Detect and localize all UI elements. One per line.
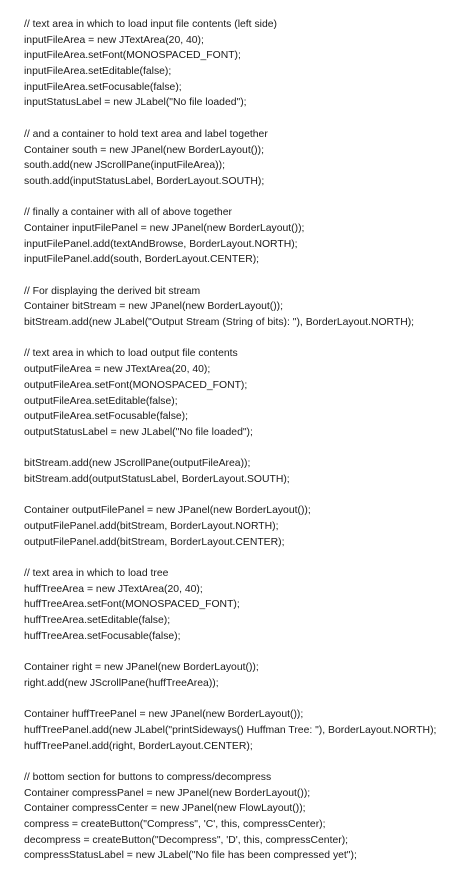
blank-line [24,488,472,504]
code-line: south.add(inputStatusLabel, BorderLayout.SOUTH); [24,175,265,187]
comment-line: // text area in which to load input file contents (left side) [24,19,277,30]
code-line: Container outputFilePanel = new JPanel(new BorderLayout()); [24,505,311,517]
code-line: outputFilePanel.add(bitStream, BorderLayout.CENTER); [24,536,285,548]
blank-line [24,550,472,566]
code-line: huffTreeArea = new JTextArea(20, 40); [24,583,203,595]
code-line: Container compressCenter = new JPanel(new FlowLayout()); [24,803,306,815]
code-line: south.add(new JScrollPane(inputFileArea)); [24,160,225,172]
code-line: bitStream.add(new JScrollPane(outputFileArea)); [24,458,251,470]
code-line: Container huffTreePanel = new JPanel(new BorderLayout()); [24,709,304,721]
blank-line [24,111,472,127]
code-line: huffTreeArea.setEditable(false); [24,615,171,627]
code-line: huffTreeArea.setFont(MONOSPACED_FONT); [24,599,240,611]
blank-line [24,754,472,770]
code-line: decompress = createButton("Decompress", 'D', this, compressCenter); [24,834,349,846]
code-line: inputFilePanel.add(south, BorderLayout.CENTER); [24,254,260,266]
code-line: inputStatusLabel = new JLabel("No file loaded"); [24,97,247,109]
code-line: inputFileArea.setFont(MONOSPACED_FONT); [24,50,241,62]
code-line: Container right = new JPanel(new BorderLayout()); [24,662,259,674]
code-line: Container inputFilePanel = new JPanel(new BorderLayout()); [24,222,305,234]
code-line: compressStatusLabel = new JLabel("No file has been compressed yet"); [24,850,357,862]
code-line: bitStream.add(outputStatusLabel, BorderLayout.SOUTH); [24,473,290,485]
code-line: huffTreePanel.add(new JLabel("printSideways() Huffman Tree: "), BorderLayout.NORTH); [24,724,437,736]
code-line: outputFileArea.setFocusable(false); [24,411,189,423]
code-line: outputFilePanel.add(bitStream, BorderLayout.NORTH); [24,521,279,532]
code-line: Container south = new JPanel(new BorderLayout()); [24,144,264,156]
comment-line: // and a container to hold text area and label together [24,128,268,140]
code-line: right.add(new JScrollPane(huffTreeArea)); [24,677,219,689]
code-listing [24,17,472,864]
code-line: bitStream.add(new JLabel("Output Stream (String of bits): "), BorderLayout.NORTH); [24,317,415,329]
blank-line [24,441,472,457]
comment-line: // finally a container with all of above together [24,207,232,219]
blank-line [24,268,472,284]
code-line: compress = createButton("Compress", 'C', this, compressCenter); [24,819,326,831]
comment-line: // bottom section for buttons to compress/decompress [24,772,272,783]
blank-line [24,190,472,206]
code-line: inputFileArea.setFocusable(false); [24,81,182,93]
code-line: outputFileArea = new JTextArea(20, 40); [24,364,211,376]
code-line: huffTreePanel.add(right, BorderLayout.CENTER); [24,740,253,752]
comment-line: // For displaying the derived bit stream [24,285,201,297]
code-line: Container bitStream = new JPanel(new BorderLayout()); [24,301,284,313]
code-line: outputFileArea.setEditable(false); [24,395,178,407]
code-line: inputFilePanel.add(textAndBrowse, BorderLayout.NORTH); [24,238,298,250]
code-line: Container compressPanel = new JPanel(new BorderLayout()); [24,787,311,799]
code-line: outputStatusLabel = new JLabel("No file loaded"); [24,426,253,438]
blank-line [24,331,472,347]
code-line: huffTreeArea.setFocusable(false); [24,630,181,642]
comment-line: // text area in which to load tree [24,568,169,580]
code-line: inputFileArea = new JTextArea(20, 40); [24,34,204,46]
code-line: inputFileArea.setEditable(false); [24,66,172,78]
code-line: outputFileArea.setFont(MONOSPACED_FONT); [24,379,248,391]
blank-line [24,645,472,661]
comment-line: // text area in which to load output file contents [24,348,238,360]
blank-line [24,692,472,708]
